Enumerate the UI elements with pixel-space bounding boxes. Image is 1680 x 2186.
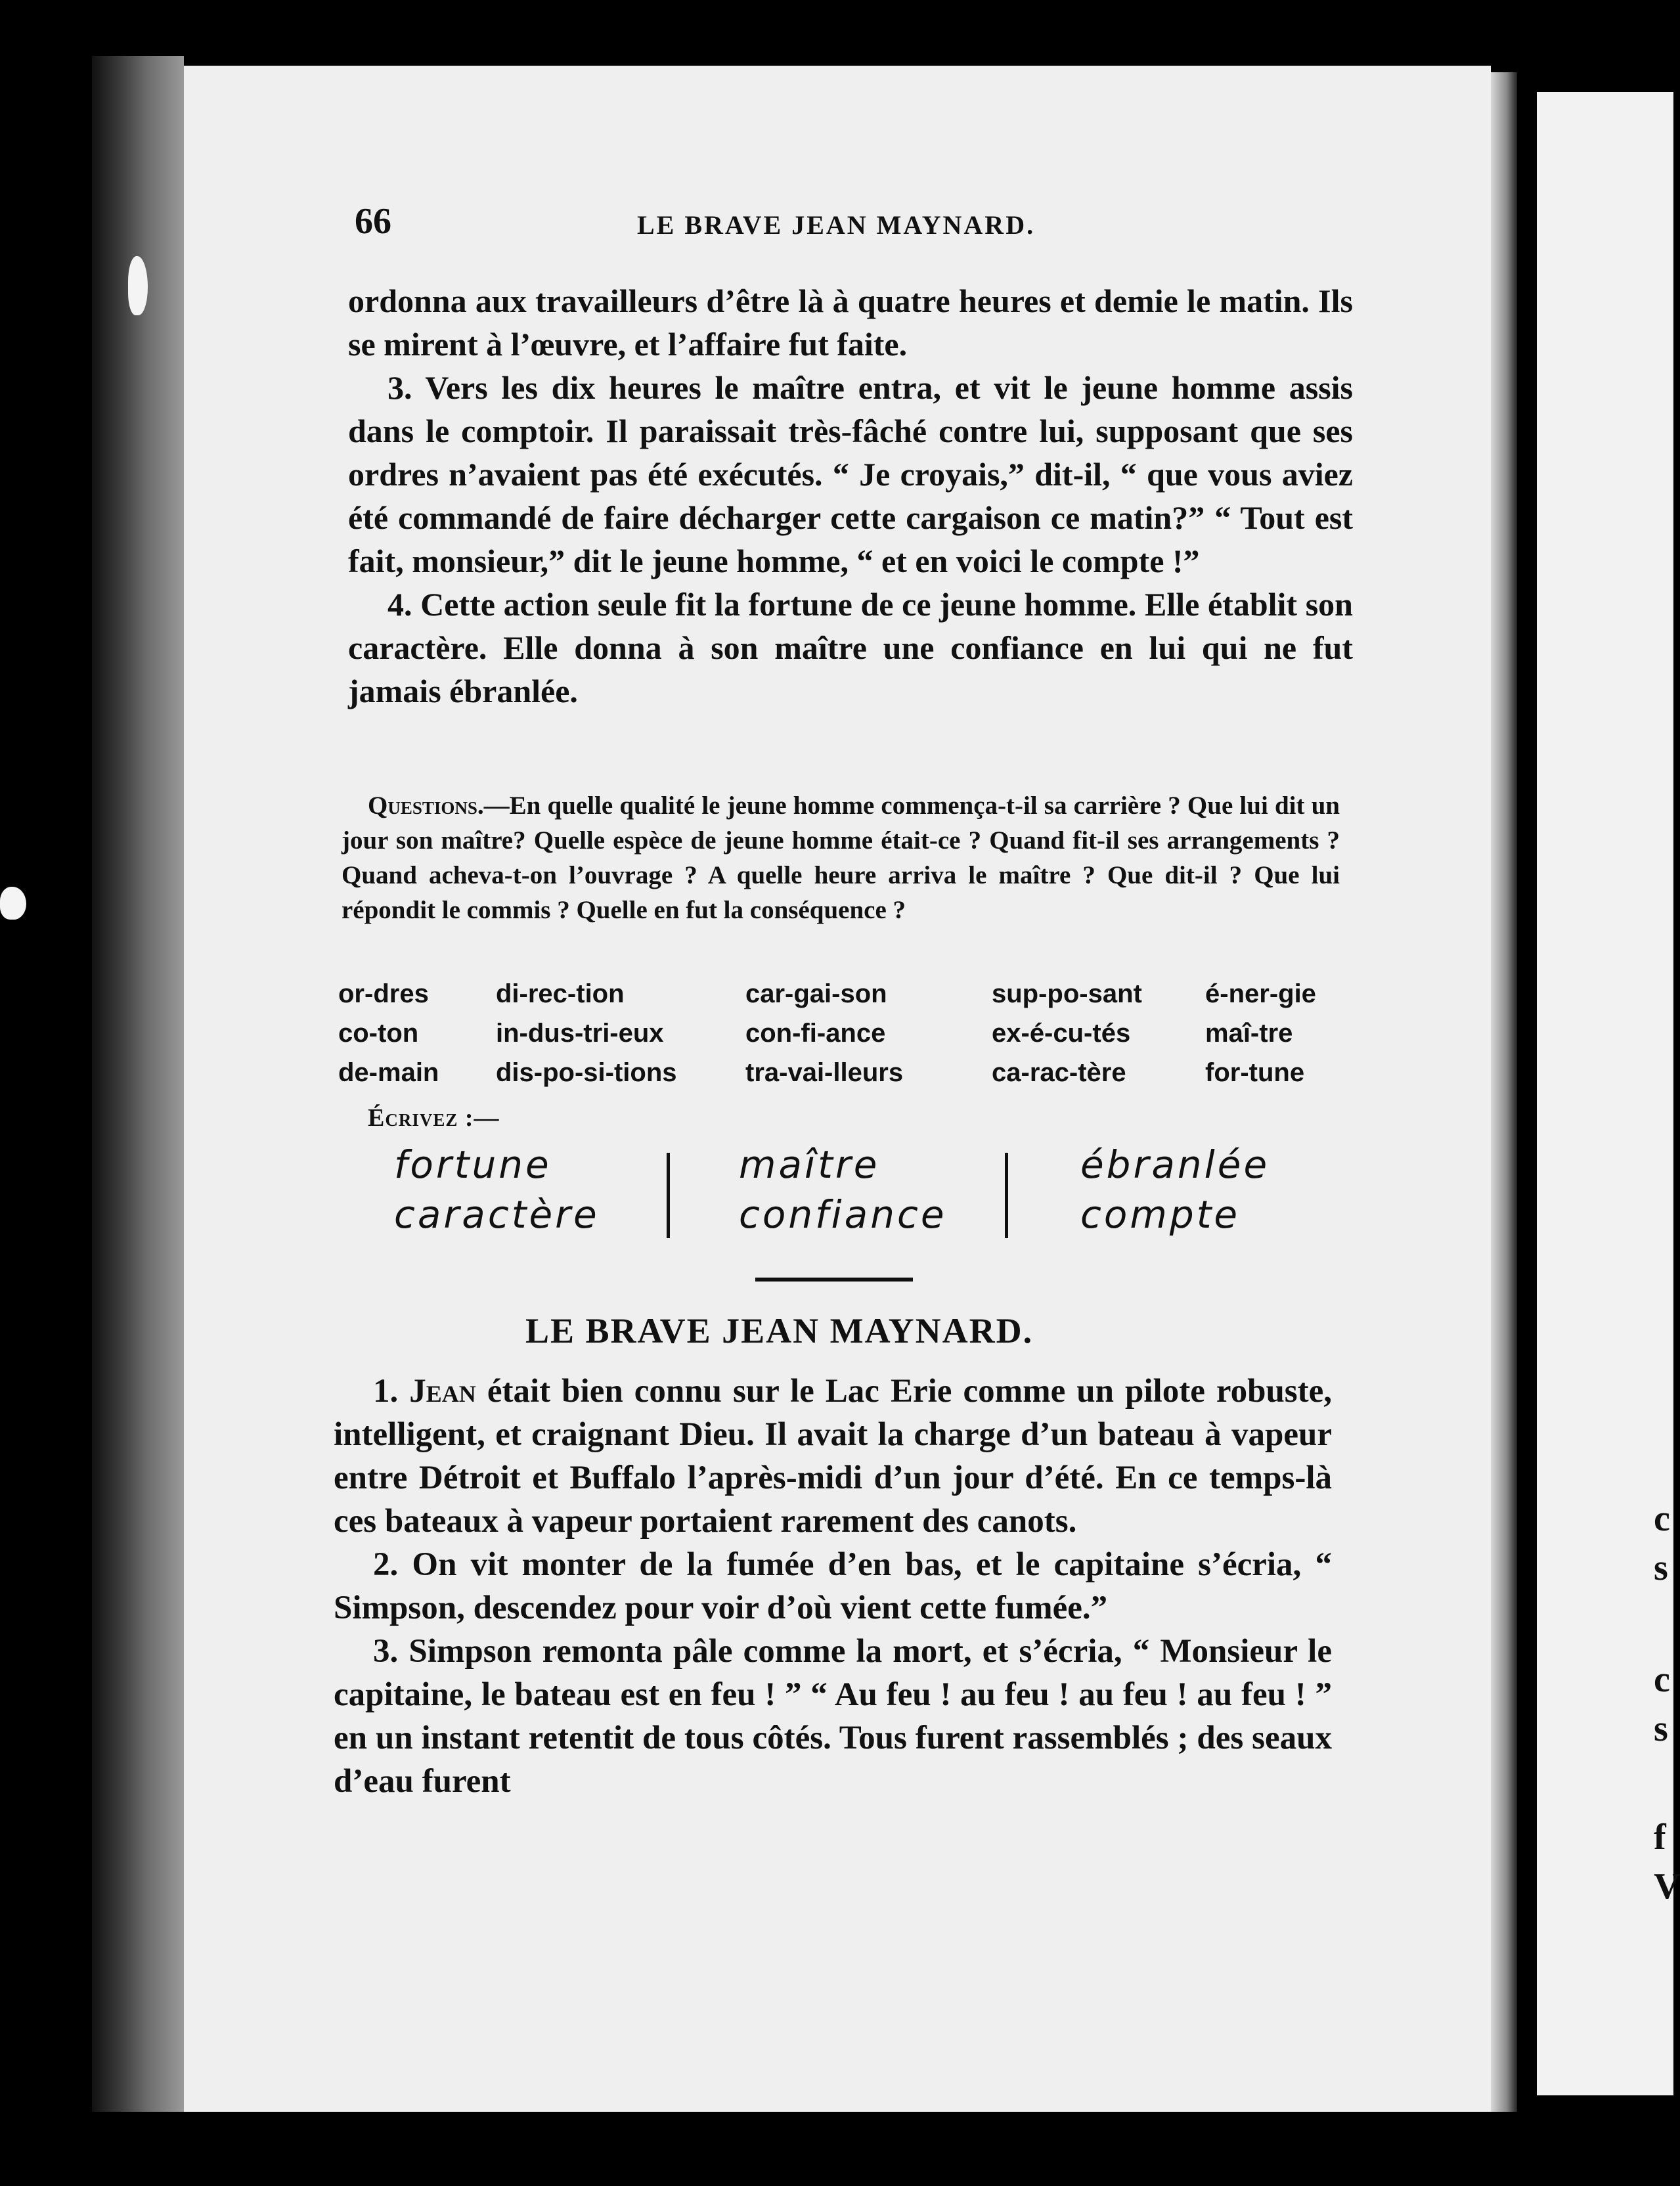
questions-label: Questions. bbox=[368, 792, 484, 820]
syllable-word: tra-vai-lleurs bbox=[745, 1058, 904, 1087]
paragraph-text: était bien connu sur le Lac Erie comme un pilote robuste, intelligent, et craignant Dieu. Il avait la charge d’un bateau à vapeur entre Détroit et Buffalo l’après-midi d’un jour d’été. En ce temps-là ces bateaux à vapeur portaient rarement des canots. bbox=[334, 1373, 1333, 1540]
syllable-word: maî-tre bbox=[1205, 1019, 1293, 1048]
page-edge bbox=[1491, 72, 1517, 2112]
story-body bbox=[334, 1370, 1332, 1803]
writing-column bbox=[739, 1140, 947, 1239]
syllable-word: ex-é-cu-tés bbox=[992, 1019, 1131, 1048]
story-paragraph-3: 3. Simpson remonta pâle comme la mort, et s’écria, “ Monsieur le capitaine, le bateau est en feu ! ” “ Au feu ! au feu ! au feu ! au feu ! ” en un instant retentit de tous côtés. Tous furent rassemblés ; des seaux d’eau furent bbox=[334, 1633, 1332, 1800]
adjacent-page-fragment: V bbox=[1654, 1866, 1680, 1907]
writing-column bbox=[1080, 1140, 1270, 1239]
writing-word: confiance bbox=[739, 1192, 947, 1237]
story-title: LE BRAVE JEAN MAYNARD. bbox=[525, 1311, 1034, 1350]
paragraph-number: 1. bbox=[373, 1373, 399, 1410]
syllable-word: car-gai-son bbox=[745, 979, 887, 1008]
paragraph-4: 4. Cette action seule fit la fortune de ce jeune homme. Elle établit son caractère. Elle donna à son maître une confiance en lui qui ne fut jamais ébranlée. bbox=[348, 586, 1353, 709]
syllable-word: in-dus-tri-eux bbox=[496, 1019, 664, 1048]
writing-word: maître bbox=[739, 1142, 880, 1187]
book-gutter-shadow bbox=[92, 56, 184, 2112]
adjacent-page-fragment: s bbox=[1654, 1548, 1668, 1588]
syllable-word: di-rec-tion bbox=[496, 979, 625, 1008]
story-paragraph-2: 2. On vit monter de la fumée d’en bas, et le capitaine s’écria, “ Simpson, descendez pour voir d’où vient cette fumée.” bbox=[334, 1546, 1332, 1626]
paragraph: ordonna aux travailleurs d’être là à quatre heures et demie le matin. Ils se mirent à l’œuvre, et l’affaire fut faite. bbox=[348, 282, 1353, 363]
column-divider bbox=[1005, 1153, 1008, 1238]
scan-blemish bbox=[128, 256, 148, 315]
questions-text: —En quelle qualité le jeune homme commença-t-il sa carrière ? Que lui dit un jour son maître? Quelle espèce de jeune homme était-ce ? Quand fit-il ses arrangements ? Quand acheva-t-on l’ouvrage ? A quelle heure arriva le maître ? Que dit-il ? Que lui répondit le commis ? Quelle en fut la conséquence ? bbox=[342, 792, 1340, 924]
syllable-word: de-main bbox=[338, 1058, 439, 1087]
writing-exercise bbox=[394, 1140, 1353, 1245]
adjacent-page-fragment: f bbox=[1654, 1817, 1666, 1858]
syllable-word-list bbox=[338, 975, 1363, 1091]
syllable-word: con-fi-ance bbox=[745, 1019, 886, 1048]
syllable-word: é-ner-gie bbox=[1205, 979, 1316, 1008]
continued-passage bbox=[348, 279, 1353, 713]
writing-word: compte bbox=[1080, 1192, 1241, 1237]
syllable-word: for-tune bbox=[1205, 1058, 1305, 1087]
paragraph-3: 3. Vers les dix heures le maître entra, et vit le jeune homme assis dans le comptoir. Il paraissait très-fâché contre lui, supposant que ses ordres n’avaient pas été exécutés. “ Je croyais,” dit-il, “ que vous aviez été commandé de faire décharger cette cargaison ce matin?” “ Tout est fait, monsieur,” dit le jeune homme, “ et en voici le compte !” bbox=[348, 369, 1353, 579]
syllable-word: sup-po-sant bbox=[992, 979, 1142, 1008]
adjacent-page-fragment: s bbox=[1654, 1708, 1668, 1749]
writing-word: ébranlée bbox=[1080, 1142, 1270, 1187]
writing-word: caractère bbox=[394, 1192, 600, 1237]
running-header-title: LE BRAVE JEAN MAYNARD. bbox=[637, 210, 1036, 240]
writing-column bbox=[394, 1140, 600, 1239]
syllable-word: co-ton bbox=[338, 1019, 419, 1048]
adjacent-page bbox=[1537, 92, 1680, 2095]
story-name: Jean bbox=[409, 1373, 476, 1410]
scan-blemish bbox=[0, 887, 26, 920]
syllable-word: ca-rac-tère bbox=[992, 1058, 1126, 1087]
syllable-word: dis-po-si-tions bbox=[496, 1058, 677, 1087]
column-divider bbox=[667, 1153, 670, 1238]
story-paragraph-1 bbox=[334, 1370, 1332, 1543]
section-divider-rule bbox=[755, 1278, 913, 1282]
running-header bbox=[355, 200, 1353, 246]
syllable-word: or-dres bbox=[338, 979, 429, 1008]
adjacent-page-fragment: c bbox=[1654, 1659, 1670, 1700]
adjacent-page-fragment: c bbox=[1654, 1498, 1670, 1539]
page-number: 66 bbox=[355, 201, 391, 242]
questions-section bbox=[342, 788, 1340, 927]
ecrivez-label: Écrivez :— bbox=[368, 1104, 500, 1132]
writing-word: fortune bbox=[394, 1142, 552, 1187]
questions-paragraph bbox=[342, 788, 1340, 927]
